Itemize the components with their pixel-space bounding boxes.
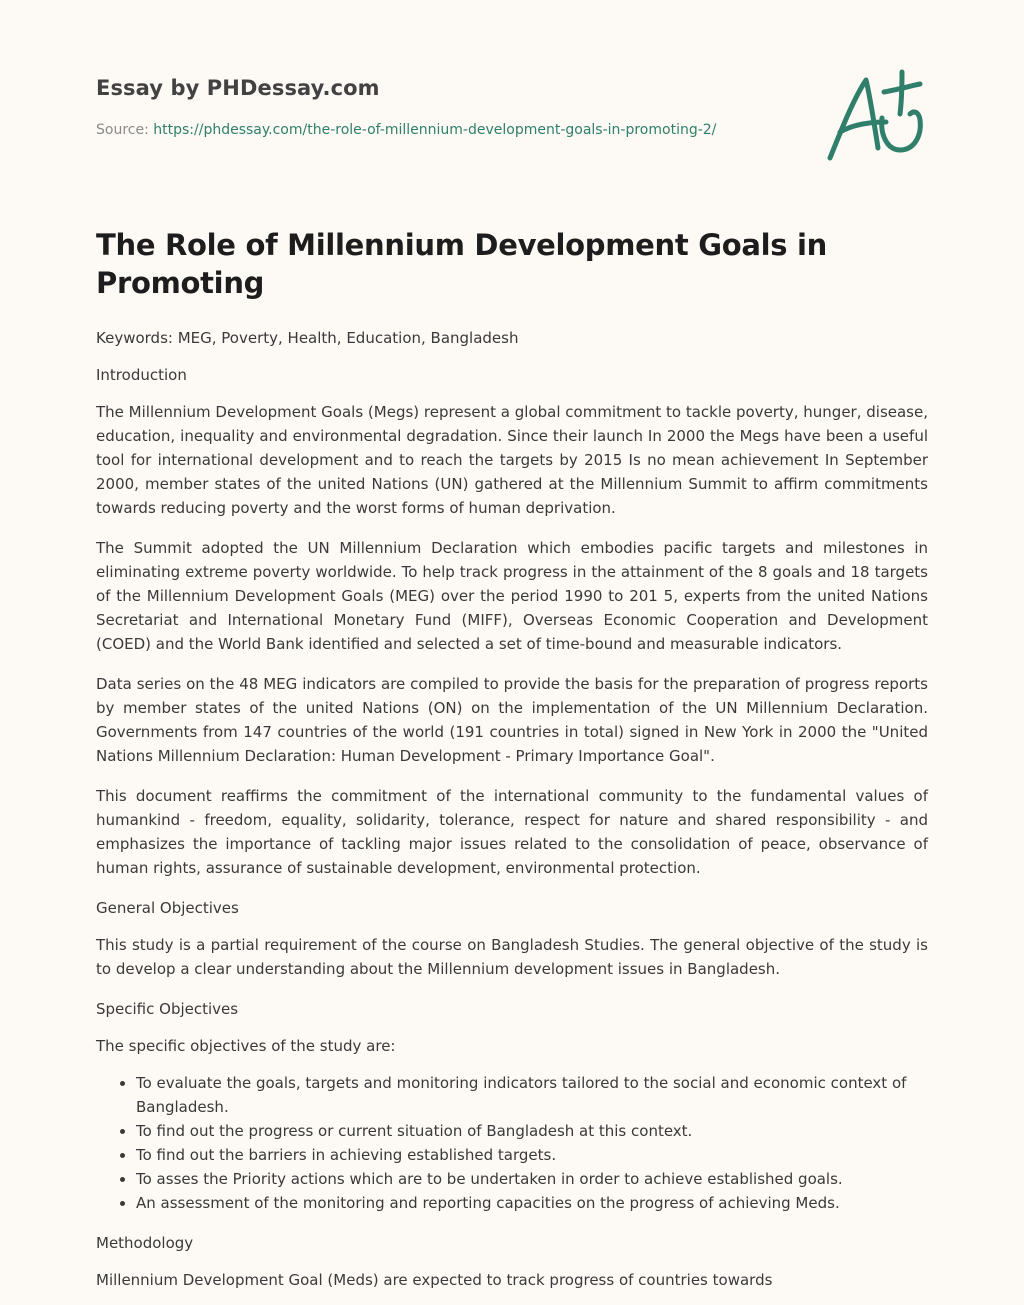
keywords: Keywords: MEG, Poverty, Health, Education, Bangladesh [96,329,519,347]
section-heading-introduction: Introduction [96,366,187,384]
page-header [96,76,796,138]
section-heading-methodology: Methodology [96,1234,194,1252]
section-heading-specific-objectives: Specific Objectives [96,1000,239,1018]
list-item: • To find out the barriers in achieving established targets. [136,1143,928,1167]
list-item: • To evaluate the goals, targets and monitoring indicators tailored to the social and economic context of Bangladesh. [136,1071,928,1119]
a-plus-logo-icon [820,66,930,166]
article-body [96,226,928,1305]
site-brand: Essay by PHDessay.com [96,76,380,100]
paragraph: This study is a partial requirement of the course on Bangladesh Studies. The general objective of the study is to develop a clear understanding about the Millennium development issues in Bangladesh. [96,936,928,978]
list-item: • An assessment of the monitoring and reporting capacities on the progress of achieving Meds. [136,1191,928,1215]
paragraph: This document reaffirms the commitment of the international community to the fundamental values of humankind - freedom, equality, solidarity, tolerance, respect for nature and shared responsibility - and emphasizes the importance of tackling major issues related to the consolidation of peace, observance of human rights, assurance of sustainable development, environmental protection. [96,787,928,877]
section-heading-general-objectives: General Objectives [96,899,239,917]
source-link[interactable]: https://phdessay.com/the-role-of-millennium-development-goals-in-promoting-2/ [153,122,717,138]
article-title: The Role of Millennium Development Goals in Promoting [96,228,828,300]
list-item: • To find out the progress or current situation of Bangladesh at this context. [136,1119,928,1143]
source-label: Source: [96,122,154,138]
paragraph: Data series on the 48 MEG indicators are compiled to provide the basis for the preparation of progress reports by member states of the united Nations (ON) on the implementation of the UN Millennium Declaration. Governments from 147 countries of the world (191 countries in total) signed in New York in 2000 the "United Nations Millennium Declaration: Human Development - Primary Importance Goal". [96,675,928,765]
paragraph: The Millennium Development Goals (Megs) represent a global commitment to tackle poverty, hunger, disease, education, inequality and environmental degradation. Since their launch In 2000 the Megs have been a useful tool for international development and to reach the targets by 2015 Is no mean achievement In September 2000, member states of the united Nations (UN) gathered at the Millennium Summit to affirm commitments towards reducing poverty and the worst forms of human deprivation. [96,403,928,517]
list-item: • To asses the Priority actions which are to be undertaken in order to achieve established goals. [136,1167,928,1191]
source-line [96,122,796,138]
objectives-list [96,1071,928,1215]
paragraph: Millennium Development Goal (Meds) are expected to track progress of countries towards [96,1271,773,1289]
paragraph: The Summit adopted the UN Millennium Declaration which embodies pacific targets and milestones in eliminating extreme poverty worldwide. To help track progress in the attainment of the 8 goals and 18 targets of the Millennium Development Goals (MEG) over the period 1990 to 201 5, experts from the united Nations Secretariat and International Monetary Fund (MIFF), Overseas Economic Cooperation and Development (COED) and the World Bank identified and selected a set of time-bound and measurable indicators. [96,539,928,653]
paragraph: The specific objectives of the study are: [96,1037,396,1055]
